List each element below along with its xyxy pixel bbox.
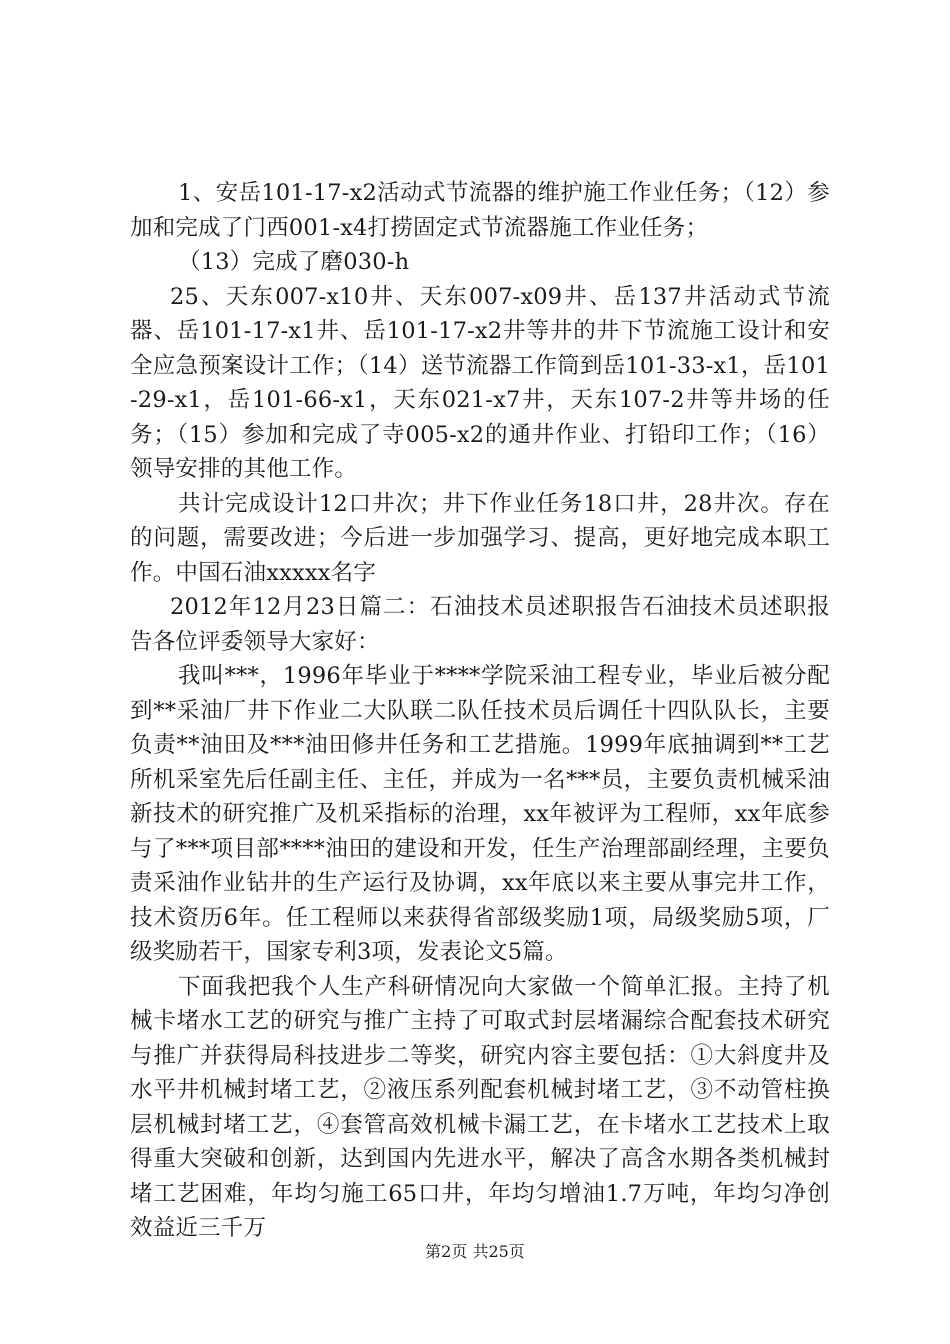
paragraph-3: 25、天东007-x10井、天东007-x09井、岳137井活动式节流器、岳101-17-x1井、岳101-17-x2井等井的井下节流施工设计和安全应急预案设计工作；（14）送节流器工作筒到岳101-33-x1，岳101-29-x1，岳101-66-x1，天东021-x7井，天东107-2井等井场的任务；（15）参加和完成了寺005-x2的通井作业、打铅印工作；（16）领导安排的其他工作。 — [130, 283, 830, 482]
paragraph-6: 我叫***，1996年毕业于****学院采油工程专业，毕业后被分配到**采油厂井下作业二大队联二队任技术员后调任十四队队长，主要负责**油田及***油田修井任务和工艺措施。1999年底抽调到**工艺所机采室先后任副主任、主任，并成为一名***员，主要负责机械采油新技术的研究推广及机采指标的治理，xx年被评为工程师，xx年底参与了***项目部****油田的建设和开发，任生产治理部副经理，主要负责采油作业钻井的生产运行及协调，xx年底以来主要从事完井工作，技术资历6年。任工程师以来获得省部级奖励1项，局级奖励5项，厂级奖励若干，国家专利3项，发表论文5篇。 — [130, 663, 830, 965]
paragraph-2: （13）完成了磨030-h — [178, 249, 410, 275]
paragraph-4: 共计完成设计12口井次；井下作业任务18口井，28井次。存在的问题，需要改进；今后进一步加强学习、提高，更好地完成本职工作。中国石油xxxxx名字 — [130, 490, 830, 586]
paragraph-1: 1、安岳101-17-x2活动式节流器的维护施工作业任务；（12）参加和完成了门西001-x4打捞固定式节流器施工作业任务； — [130, 180, 830, 241]
page-footer — [0, 1242, 950, 1262]
paragraph-5: 2012年12月23日篇二：石油技术员述职报告石油技术员述职报告各位评委领导大家好： — [130, 594, 830, 655]
document-body — [130, 176, 830, 1246]
page-number-label: 第2页 共25页 — [425, 1242, 525, 1261]
paragraph-7: 下面我把我个人生产科研情况向大家做一个简单汇报。主持了机械卡堵水工艺的研究与推广主持了可取式封层堵漏综合配套技术研究与推广并获得局科技进步二等奖，研究内容主要包括：①大斜度井及水平井机械封堵工艺，②液压系列配套机械封堵工艺，③不动管柱换层机械封堵工艺，④套管高效机械卡漏工艺，在卡堵水工艺技术上取得重大突破和创新，达到国内先进水平，解决了高含水期各类机械封堵工艺困难，年均匀施工65口井，年均匀增油1.7万吨，年均匀净创效益近三千万 — [130, 973, 830, 1241]
